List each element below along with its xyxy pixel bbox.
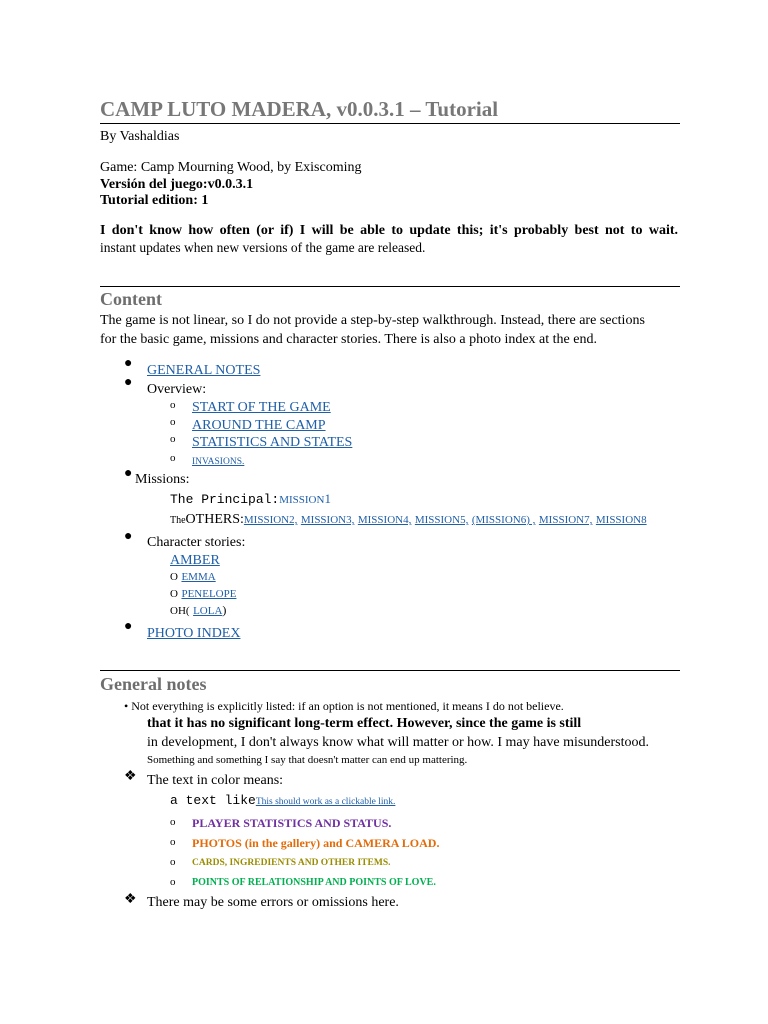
close-paren: ): [222, 603, 227, 617]
diamond-bullet-icon: ❖: [124, 892, 137, 907]
toc-photo-index-link[interactable]: PHOTO INDEX: [147, 626, 241, 641]
color-label: The text in color means:: [147, 773, 284, 788]
bullet-icon: ●: [124, 375, 133, 390]
others-word: OTHERS:: [185, 512, 244, 527]
circle-bullet-icon: o: [170, 452, 176, 464]
color-green-text: POINTS OF RELATIONSHIP AND POINTS OF LOVE.: [192, 877, 436, 888]
mission-7-link[interactable]: MISSION7,: [538, 514, 593, 526]
char-penelope-link[interactable]: PENELOPE: [181, 588, 237, 600]
circle-bullet-icon: o: [170, 856, 176, 868]
oh-prefix: OH(: [170, 605, 190, 617]
circle-bullet-icon: o: [170, 416, 176, 428]
color-orange-text: PHOTOS (in the gallery) and CAMERA LOAD.: [192, 836, 440, 850]
errors-line: There may be some errors or omissions here.: [147, 895, 399, 910]
toc-start-link[interactable]: START OF THE GAME: [192, 400, 331, 415]
principal-prefix: The Principal:: [170, 492, 280, 507]
char-penelope-line: [170, 585, 236, 603]
notice-normal: instant updates when new versions of the game are released.: [100, 240, 426, 255]
section-divider: [100, 286, 680, 287]
toc-around-camp-link[interactable]: AROUND THE CAMP: [192, 418, 326, 433]
char-lola-link[interactable]: LOLA: [193, 605, 223, 617]
o-prefix: O: [170, 571, 178, 583]
mission-5-link[interactable]: MISSION5,: [414, 514, 469, 526]
others-line: [170, 511, 647, 529]
edition-line: Tutorial edition: 1: [100, 193, 209, 208]
toc-missions-label: Missions:: [135, 472, 190, 487]
o-prefix: O: [170, 588, 178, 600]
circle-bullet-icon: o: [170, 816, 176, 828]
bullet-icon: ●: [124, 619, 133, 634]
char-emma-link[interactable]: EMMA: [181, 571, 216, 583]
bullet-icon: ●: [124, 529, 133, 544]
circle-bullet-icon: o: [170, 433, 176, 445]
general-line-2: that it has no significant long-term effect. However, since the game is still: [147, 716, 582, 731]
content-para-1: The game is not linear, so I do not provide a step-by-step walkthrough. Instead, there are sections: [100, 313, 645, 328]
document-title: CAMP LUTO MADERA, v0.0.3.1 – Tutorial: [100, 96, 680, 124]
content-heading: Content: [100, 289, 162, 309]
mission-4-link[interactable]: MISSION4,: [357, 514, 412, 526]
circle-bullet-icon: o: [170, 876, 176, 888]
link-prefix: a text like: [170, 793, 256, 808]
char-amber-link[interactable]: AMBER: [170, 553, 220, 568]
general-line-3: in development, I don't always know what will matter or how. I may have misunderstood.: [147, 735, 650, 750]
circle-bullet-icon: o: [170, 836, 176, 848]
mission-2-link[interactable]: MISSION2,: [243, 514, 298, 526]
game-line: Game: Camp Mourning Wood, by Exiscoming: [100, 160, 362, 175]
char-lola-line: [170, 602, 226, 620]
example-link[interactable]: This should work as a clickable link.: [255, 797, 396, 807]
mission-3-link[interactable]: MISSION3,: [300, 514, 355, 526]
circle-bullet-icon: o: [170, 399, 176, 411]
char-emma-line: [170, 568, 216, 586]
mission-1-link[interactable]: [279, 491, 331, 506]
principal-line: [170, 490, 331, 509]
section-divider: [100, 670, 680, 671]
version-line: Versión del juego:v0.0.3.1: [100, 177, 254, 192]
color-olive-text: CARDS, INGREDIENTS AND OTHER ITEMS.: [192, 858, 391, 868]
mission-1-number: 1: [324, 491, 331, 506]
bullet-icon: ●: [124, 356, 133, 371]
toc-invasions-link[interactable]: INVASIONS.: [192, 457, 245, 467]
toc-general-notes-link[interactable]: GENERAL NOTES: [147, 363, 261, 378]
author-line: By Vashaldias: [100, 129, 180, 144]
mission-6-link[interactable]: (MISSION6) ,: [471, 514, 536, 526]
general-line-4: Something and something I say that doesn't matter can end up mattering.: [147, 754, 468, 766]
toc-statistics-link[interactable]: STATISTICS AND STATES: [192, 435, 353, 450]
mission-8-link[interactable]: MISSION8: [595, 514, 647, 526]
notice-bold: I don't know how often (or if) I will be able to update this; it's probably best not to wait.: [100, 223, 678, 238]
diamond-bullet-icon: ❖: [124, 769, 137, 784]
color-purple-text: PLAYER STATISTICS AND STATUS.: [192, 816, 392, 830]
general-heading: General notes: [100, 674, 207, 694]
content-para-2: for the basic game, missions and character stories. There is also a photo index at the end.: [100, 332, 597, 347]
general-line-1: • Not everything is explicitly listed: if an option is not mentioned, it means I do not believe.: [124, 699, 564, 713]
mission-1-label: MISSION: [279, 494, 325, 506]
bullet-icon: ●: [124, 466, 133, 481]
link-example-line: [170, 792, 395, 811]
others-the: The: [170, 515, 186, 526]
toc-overview-label: Overview:: [147, 382, 207, 397]
toc-character-label: Character stories:: [147, 535, 246, 550]
